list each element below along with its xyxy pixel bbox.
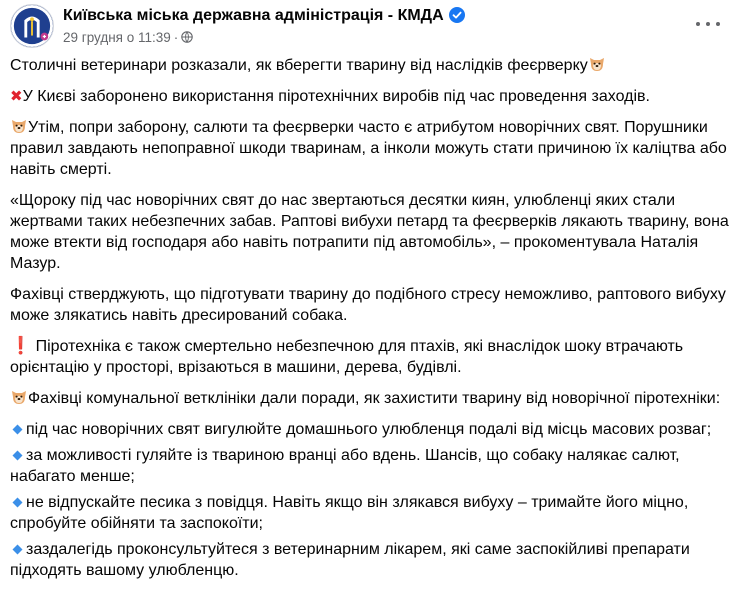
dog-face-emoji — [588, 55, 606, 73]
more-options-dot — [716, 22, 720, 26]
paragraph-despite — [10, 117, 732, 180]
list-item — [10, 539, 732, 581]
birds-text: Піротехніка є також смертельно небезпечною для птахів, які внаслідок шоку втрачають орієнтацію у просторі, врізаються в машини, дерева, будівлі. — [10, 338, 684, 376]
small-blue-diamond-emoji — [12, 544, 23, 555]
paragraph-experts — [10, 284, 732, 326]
list-item — [10, 419, 732, 440]
tip-text: не відпускайте песика з повідця. Навіть якщо він злякався вибуху – тримайте його міцно, спробуйте обійняти та заспокоїти; — [10, 494, 689, 532]
small-blue-diamond-emoji — [12, 450, 23, 461]
paragraph-birds — [10, 336, 732, 378]
globe-icon[interactable] — [181, 31, 193, 43]
kmda-logo — [11, 5, 53, 47]
more-options-button[interactable] — [694, 12, 722, 36]
intro-text: Столичні ветеринари розказали, як вберегти тварину від наслідків феєрверку — [10, 57, 588, 74]
post-timestamp[interactable]: 29 грудня о 11:39 — [63, 30, 171, 45]
page-name-link[interactable] — [63, 6, 465, 26]
paragraph-ban — [10, 86, 732, 107]
paragraph-intro — [10, 55, 732, 76]
meta-separator: · — [173, 30, 179, 45]
experts-text: Фахівці стверджують, що підготувати тварину до подібного стресу неможливо, раптового вибуху може злякатись навіть дресирований собака. — [10, 286, 726, 324]
more-options-icon — [696, 22, 700, 26]
dog-face-emoji — [10, 117, 28, 135]
paragraph-quote — [10, 190, 732, 274]
tip-text: за можливості гуляйте із твариною вранці або вдень. Шансів, що собаку налякає салют, набагато менше; — [10, 447, 680, 485]
paragraph-clinic — [10, 388, 732, 409]
exclamation-emoji: ❗ — [10, 336, 32, 356]
small-blue-diamond-emoji — [12, 424, 23, 435]
quote-text: «Щороку під час новорічних свят до нас звертаються десятки киян, улюбленці яких стали жертвами таких небезпечних забав. Раптові вибухи петард та феєрверків лякають тварину, вона може втекти від господаря або навіть потрапити під автомобіль», – прокоментувала Наталія Мазур. — [10, 192, 729, 272]
despite-text: Утім, попри заборону, салюти та феєрверки часто є атрибутом новорічних свят. Порушники правил завдають непоправної шкоди тваринам, а інколи можуть стати причиною їх каліцтва або навіть смерті. — [10, 119, 727, 178]
verified-badge-icon — [449, 7, 465, 23]
tip-text: заздалегідь проконсультуйтеся з ветеринарним лікарем, які саме заспокійливі препарати підходять вашому улюбленцю. — [10, 541, 690, 579]
avatar[interactable] — [10, 4, 54, 48]
dog-face-emoji — [10, 388, 28, 406]
more-options-dot — [706, 22, 710, 26]
list-item — [10, 492, 732, 534]
list-item — [10, 445, 732, 487]
ban-text: У Києві заборонено використання піротехнічних виробів під час проведення заходів. — [22, 88, 650, 105]
post-text — [10, 55, 732, 586]
page-name[interactable]: Київська міська державна адміністрація - КМДА — [63, 7, 444, 24]
small-blue-diamond-emoji — [12, 497, 23, 508]
tip-text: під час новорічних свят вигулюйте домашнього улюбленця подалі від місць масових розваг; — [26, 421, 712, 438]
post-meta — [63, 29, 193, 47]
cross-mark-emoji: ✖ — [10, 87, 23, 105]
post-header — [10, 4, 730, 50]
clinic-text: Фахівці комунальної ветклініки дали поради, як захистити тварину від новорічної піротехніки: — [28, 390, 721, 407]
